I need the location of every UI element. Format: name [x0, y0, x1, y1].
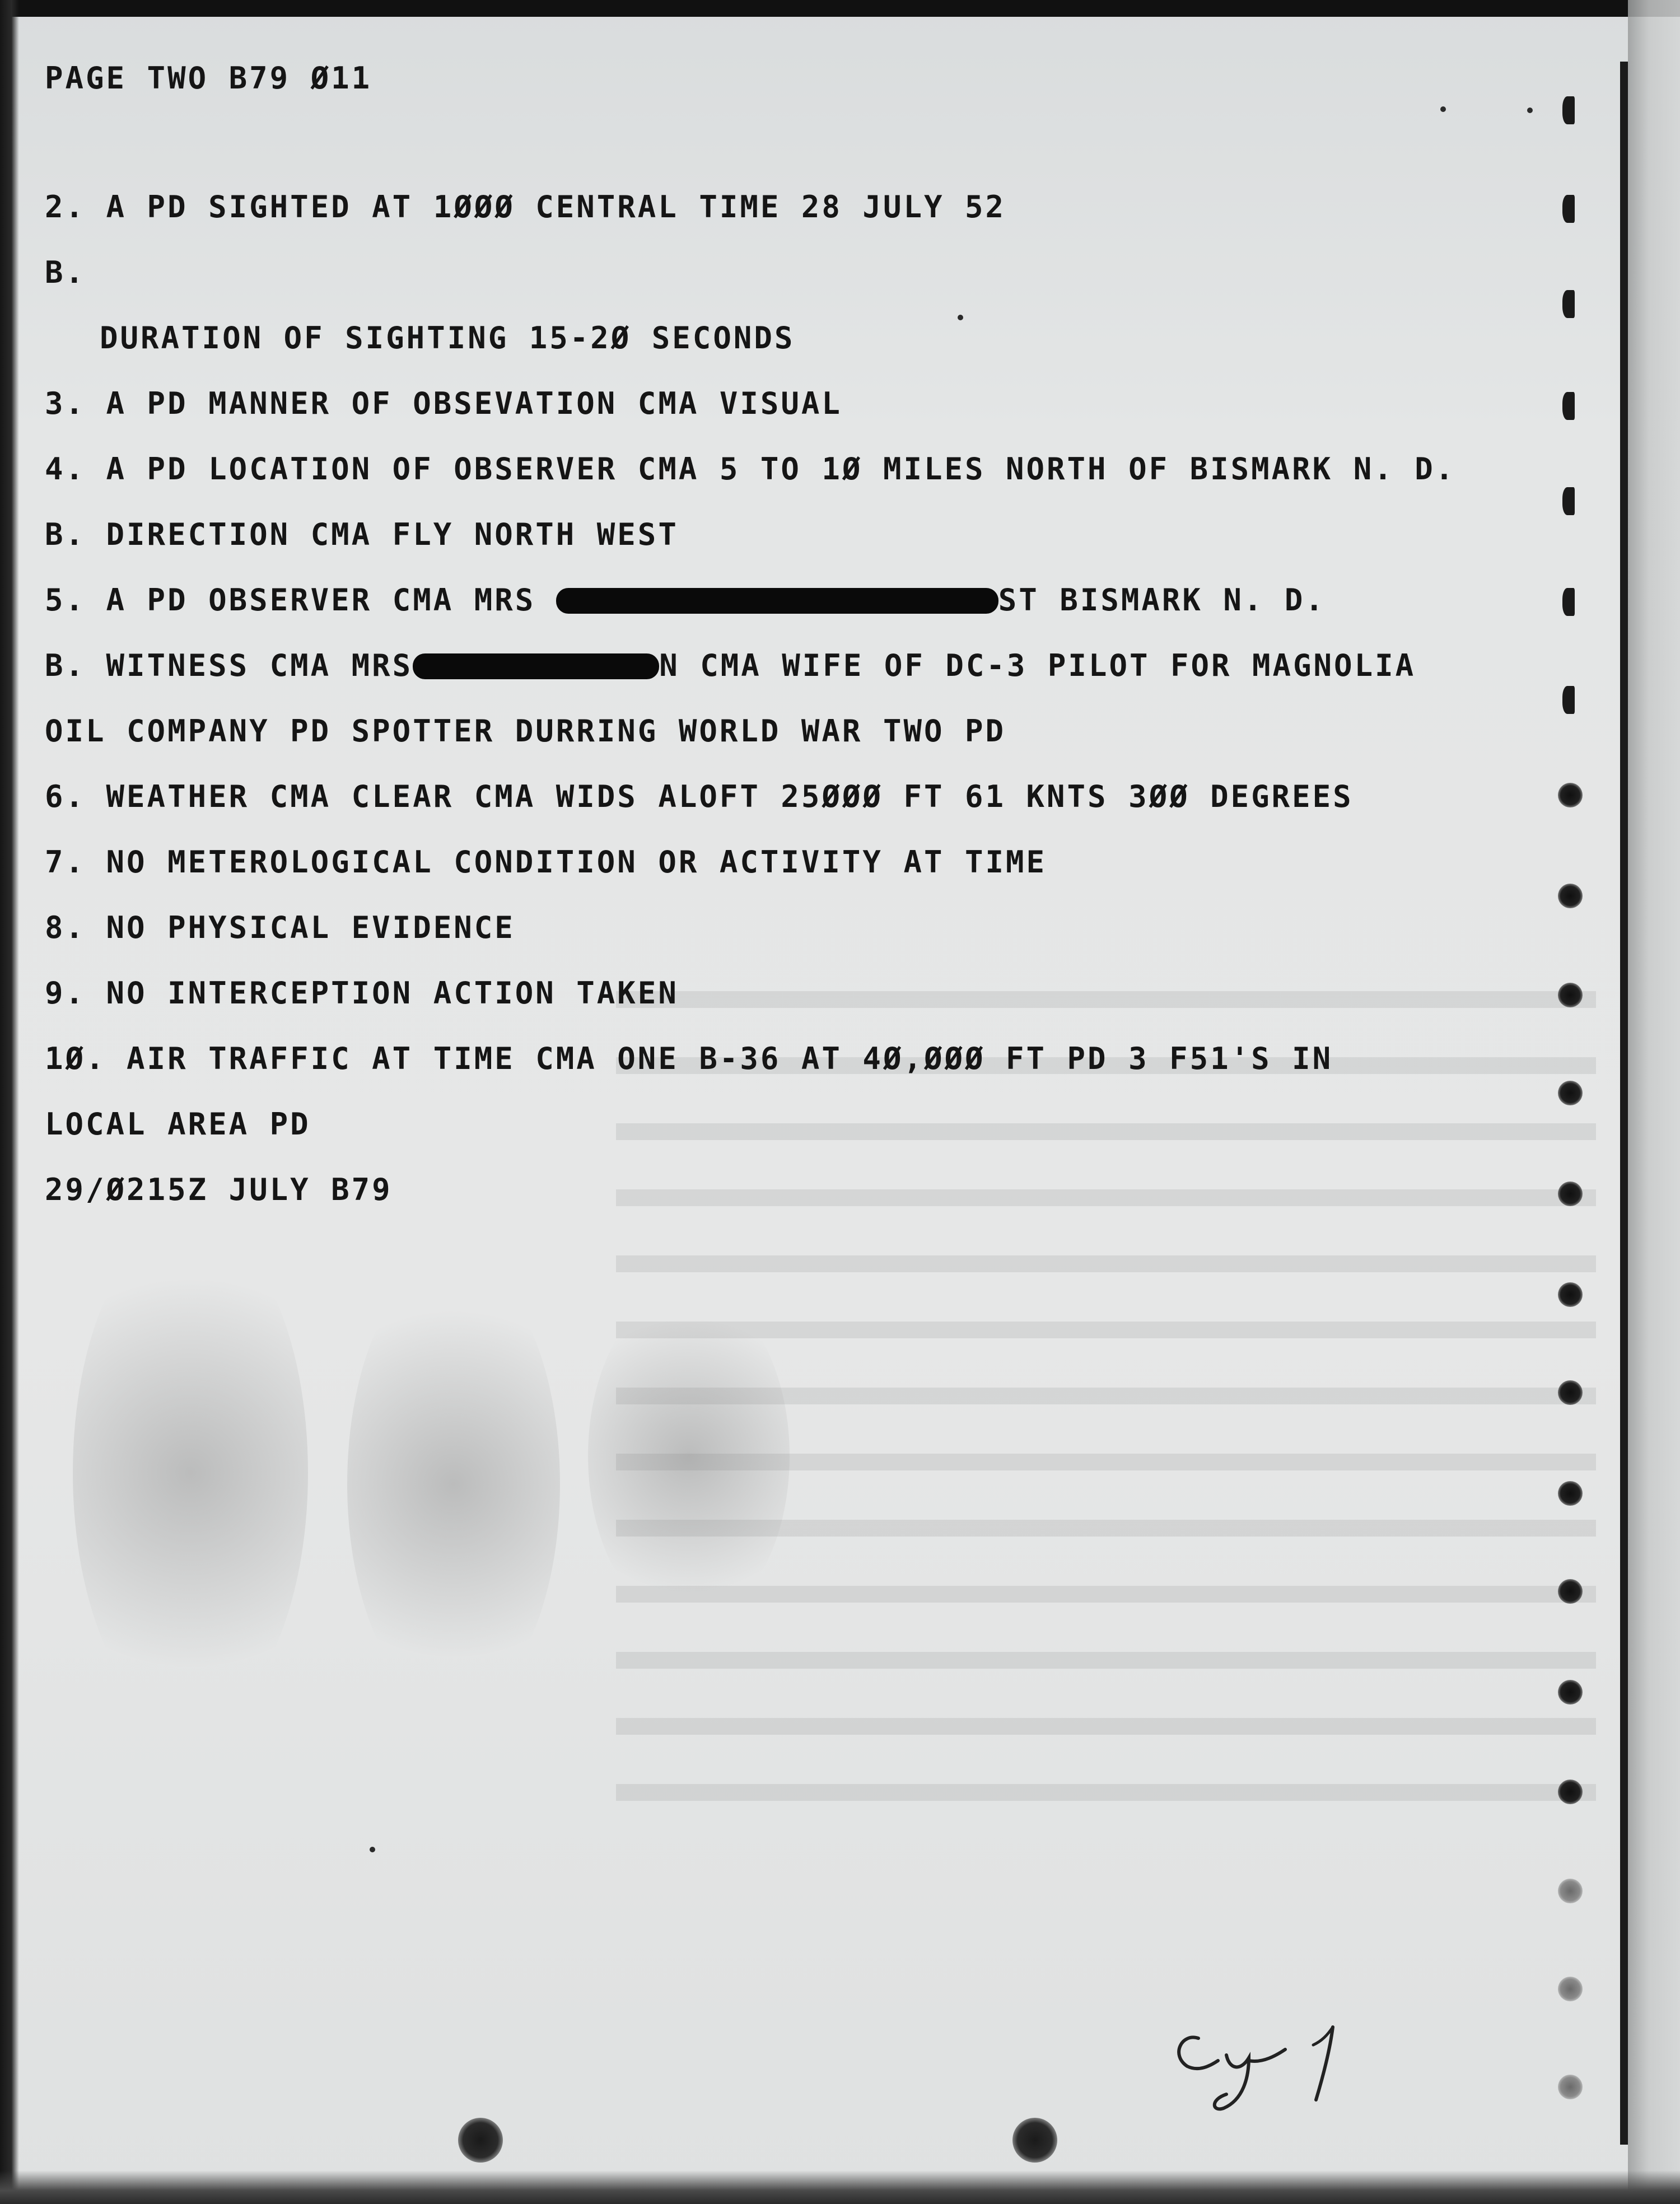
feed-hole [1558, 1182, 1583, 1206]
feed-hole [1558, 783, 1583, 807]
feed-hole [1562, 487, 1575, 515]
text-line-redacted [45, 648, 1416, 684]
text-line: 1Ø. AIR TRAFFIC AT TIME CMA ONE B-36 AT 4Ø,ØØØ FT PD 3 F51'S IN [45, 1041, 1333, 1076]
feed-hole [1558, 1680, 1583, 1705]
text-line: LOCAL AREA PD [45, 1106, 311, 1142]
line-segment: 5. A PD OBSERVER CMA MRS [45, 582, 556, 618]
feed-hole [1558, 1977, 1583, 2001]
text-line: 3. A PD MANNER OF OBSEVATION CMA VISUAL [45, 386, 842, 421]
scan-right-margin [1628, 0, 1680, 2204]
feed-hole [1558, 1282, 1583, 1307]
text-line: OIL COMPANY PD SPOTTER DURRING WORLD WAR TWO PD [45, 713, 1006, 749]
text-line: 9. NO INTERCEPTION ACTION TAKEN [45, 975, 679, 1011]
page-header: PAGE TWO B79 Ø11 [45, 60, 372, 96]
speck [1527, 108, 1533, 113]
feed-hole [1562, 96, 1575, 124]
text-line: 2. A PD SIGHTED AT 1ØØØ CENTRAL TIME 28 JULY 52 [45, 189, 1006, 225]
text-line: 8. NO PHYSICAL EVIDENCE [45, 910, 515, 945]
feed-hole [1558, 2075, 1583, 2099]
line-segment: ST BISMARK N. D. [998, 582, 1326, 618]
feed-hole [1562, 588, 1575, 616]
feed-hole [1558, 1380, 1583, 1405]
feed-hole [1558, 884, 1583, 908]
text-line: 6. WEATHER CMA CLEAR CMA WIDS ALOFT 25ØØØ FT 61 KNTS 3ØØ DEGREES [45, 779, 1354, 814]
feed-hole [1558, 1481, 1583, 1506]
feed-hole [1562, 290, 1575, 318]
feed-hole [1562, 392, 1575, 420]
feed-hole [1558, 983, 1583, 1007]
feed-hole [1562, 195, 1575, 223]
handwritten-initials [1165, 2016, 1366, 2117]
line-segment: N CMA WIFE OF DC-3 PILOT FOR MAGNOLIA [659, 648, 1416, 683]
feed-hole [1558, 1780, 1583, 1804]
speck [1440, 106, 1446, 112]
text-line: DURATION OF SIGHTING 15-2Ø SECONDS [100, 320, 795, 356]
text-line: B. DIRECTION CMA FLY NORTH WEST [45, 517, 679, 552]
redaction-bar [413, 653, 659, 679]
speck [370, 1847, 375, 1852]
text-line: 29/Ø215Z JULY B79 [45, 1172, 393, 1207]
binder-hole [1012, 2118, 1057, 2163]
text-line: B. [45, 255, 86, 290]
text-line: 4. A PD LOCATION OF OBSERVER CMA 5 TO 1Ø MILES NORTH OF BISMARK N. D. [45, 451, 1456, 487]
redaction-bar [556, 588, 998, 614]
feed-hole [1558, 1081, 1583, 1105]
form-right-rule [1620, 62, 1628, 2145]
line-segment: B. WITNESS CMA MRS [45, 648, 413, 683]
text-line-redacted [45, 582, 1326, 618]
binder-hole [458, 2118, 503, 2163]
feed-hole [1558, 1879, 1583, 1903]
text-line: 7. NO METEROLOGICAL CONDITION OR ACTIVITY AT TIME [45, 844, 1047, 880]
feed-hole [1562, 686, 1575, 714]
speck [958, 315, 963, 320]
feed-hole [1558, 1579, 1583, 1604]
